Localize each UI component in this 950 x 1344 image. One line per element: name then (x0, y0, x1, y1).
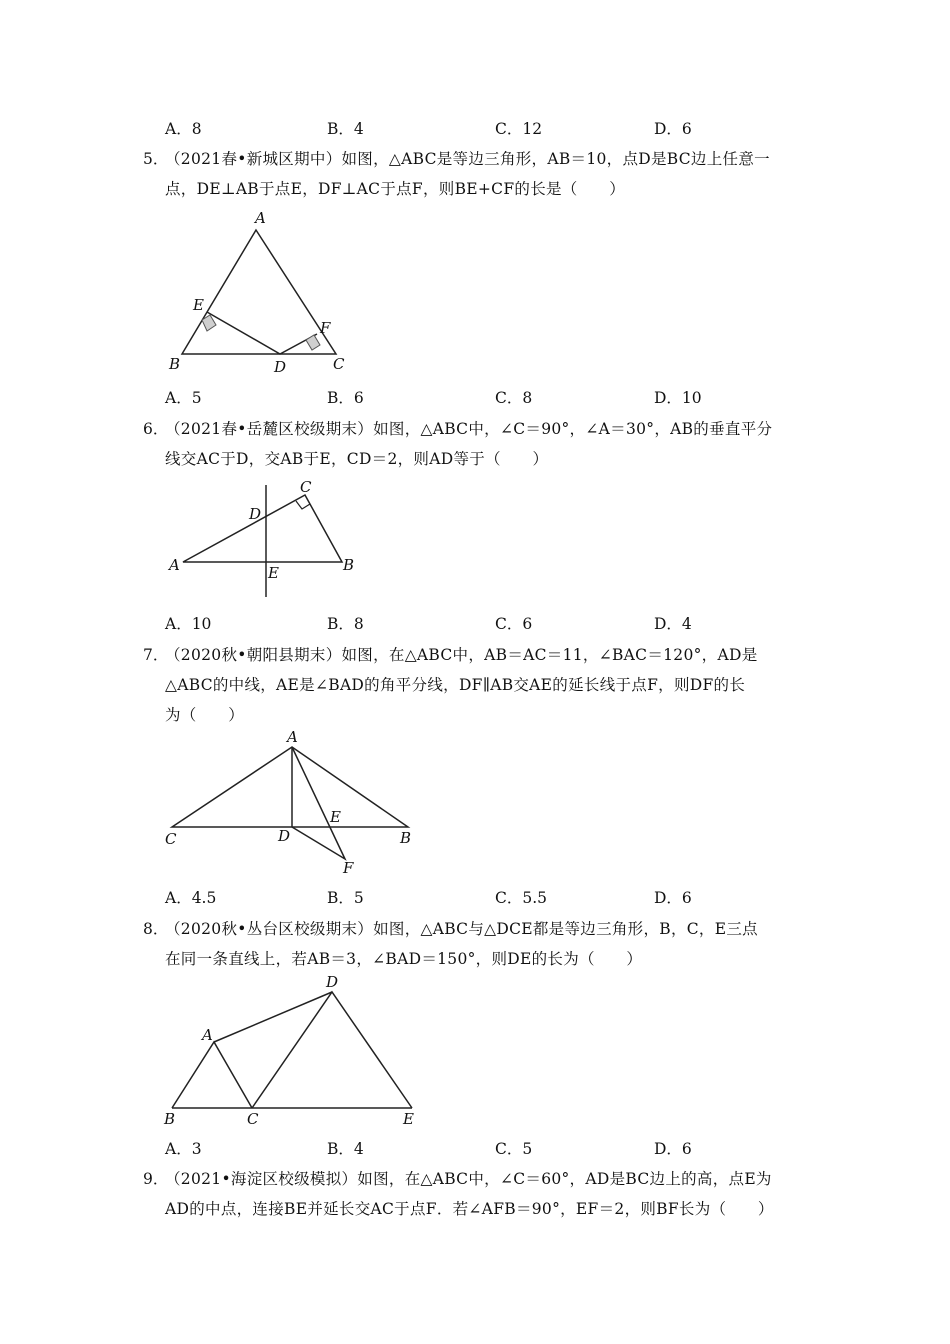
q6-label-c: C (300, 478, 312, 496)
q6-option-c[interactable]: C．6 (495, 615, 533, 633)
q8-option-d[interactable]: D．6 (654, 1140, 692, 1158)
q9-text-line2: AD的中点，连接BE并延长交AC于点F．若∠AFB＝90°，EF＝2，则BF长为（ ） (165, 1200, 774, 1218)
q5-option-c[interactable]: C．8 (495, 389, 533, 407)
q9-number: 9． (143, 1170, 169, 1188)
q7-option-b[interactable]: B．5 (327, 889, 364, 907)
q7-label-a: A (287, 728, 298, 746)
q8-figure (160, 970, 430, 1135)
q5-label-c: C (333, 355, 345, 373)
q6-number: 6． (143, 420, 169, 438)
q7-figure (160, 728, 420, 878)
q7-label-b: B (400, 829, 412, 847)
q7-text-line3: 为（ ） (165, 706, 245, 724)
q5-label-f: F (320, 319, 331, 337)
q8-label-e: E (403, 1110, 414, 1128)
q4-option-a[interactable]: A．8 (165, 120, 202, 138)
q4-option-d[interactable]: D．6 (654, 120, 692, 138)
q5-label-d: D (274, 358, 287, 376)
q7-option-d[interactable]: D．6 (654, 889, 692, 907)
q4-option-c[interactable]: C．12 (495, 120, 543, 138)
q6-option-b[interactable]: B．8 (327, 615, 364, 633)
q8-label-b: B (164, 1110, 176, 1128)
q8-label-a: A (202, 1026, 213, 1044)
q6-option-a[interactable]: A．10 (165, 615, 212, 633)
q8-option-b[interactable]: B．4 (327, 1140, 364, 1158)
q7-option-c[interactable]: C．5.5 (495, 889, 548, 907)
q5-figure (160, 205, 360, 380)
q5-label-a: A (255, 209, 266, 227)
q5-label-e: E (193, 296, 204, 314)
q6-text-line2: 线交AC于D，交AB于E，CD＝2，则AD等于（ ） (165, 450, 549, 468)
q5-option-b[interactable]: B．6 (327, 389, 364, 407)
q7-text-line1: （2020秋•朝阳县期末）如图，在△ABC中，AB＝AC＝11，∠BAC＝120°，AD是 (165, 646, 758, 664)
q6-label-e: E (268, 564, 279, 582)
q6-label-b: B (343, 556, 355, 574)
q8-number: 8． (143, 920, 169, 938)
q6-option-d[interactable]: D．4 (654, 615, 692, 633)
q4-option-b[interactable]: B．4 (327, 120, 364, 138)
q5-text-line1: （2021春•新城区期中）如图，△ABC是等边三角形，AB＝10，点D是BC边上任意一 (165, 150, 770, 168)
q8-text-line2: 在同一条直线上，若AB＝3，∠BAD＝150°，则DE的长为（ ） (165, 950, 643, 968)
q6-figure (160, 475, 360, 600)
q8-label-d: D (326, 973, 339, 991)
q5-option-a[interactable]: A．5 (165, 389, 202, 407)
q6-label-d: D (249, 505, 262, 523)
q7-option-a[interactable]: A．4.5 (165, 889, 217, 907)
q9-text-line1: （2021•海淀区校级模拟）如图，在△ABC中，∠C＝60°，AD是BC边上的高，点E为 (165, 1170, 772, 1188)
q7-label-e: E (330, 808, 341, 826)
q5-label-b: B (169, 355, 181, 373)
q7-number: 7． (143, 646, 169, 664)
q7-text-line2: △ABC的中线，AE是∠BAD的角平分线，DF∥AB交AE的延长线于点F，则DF的长 (165, 676, 746, 694)
q5-text-line2: 点，DE⊥AB于点E，DF⊥AC于点F，则BE+CF的长是（ ） (165, 180, 625, 198)
q7-label-d: D (278, 827, 291, 845)
q6-text-line1: （2021春•岳麓区校级期末）如图，△ABC中，∠C＝90°，∠A＝30°，AB的垂直平分 (165, 420, 773, 438)
q8-label-c: C (247, 1110, 259, 1128)
q5-option-d[interactable]: D．10 (654, 389, 702, 407)
q5-number: 5． (143, 150, 169, 168)
q8-option-a[interactable]: A．3 (165, 1140, 202, 1158)
q7-label-f: F (343, 859, 354, 877)
q8-option-c[interactable]: C．5 (495, 1140, 533, 1158)
q8-text-line1: （2020秋•丛台区校级期末）如图，△ABC与△DCE都是等边三角形，B，C，E三点 (165, 920, 758, 938)
q7-label-c: C (165, 830, 177, 848)
q6-label-a: A (169, 556, 180, 574)
